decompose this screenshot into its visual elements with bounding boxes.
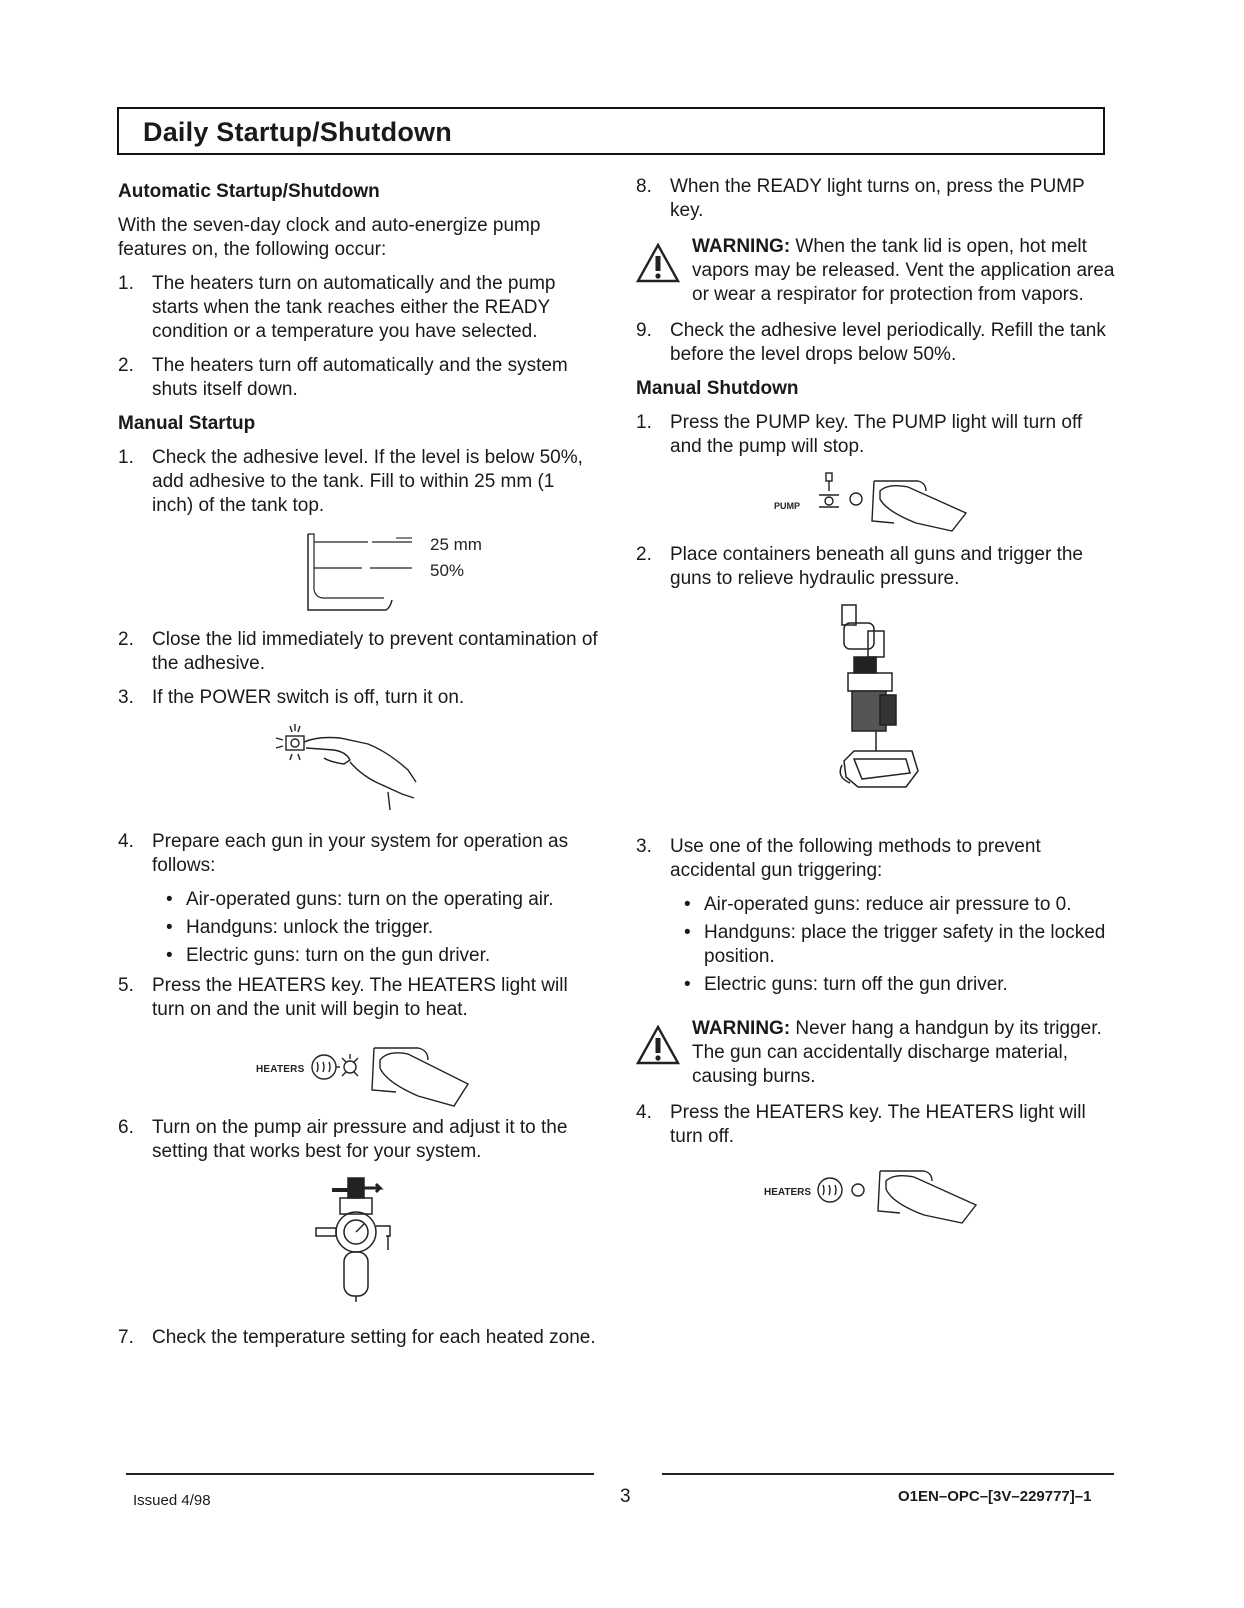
- item-number: 6.: [118, 1117, 134, 1138]
- item-number: 8.: [636, 176, 652, 197]
- item-text: Prepare each gun in your system for operation as follows:: [152, 831, 569, 876]
- warning-block: [636, 1017, 1116, 1089]
- item-text: When the READY light turns on, press the PUMP key.: [670, 176, 1085, 221]
- item-number: 3.: [636, 836, 652, 857]
- item-text: Turn on the pump air pressure and adjust it to the setting that works best for your system.: [152, 1117, 568, 1162]
- bullet-item: • Electric guns: turn off the gun driver.: [670, 973, 1116, 997]
- list-item: [118, 272, 598, 344]
- list-item: [118, 830, 598, 878]
- pump-label: PUMP: [774, 501, 801, 511]
- item-text: Press the PUMP key. The PUMP light will turn off and the pump will stop.: [670, 412, 1083, 457]
- list-item: [118, 1116, 598, 1164]
- item-text: If the POWER switch is off, turn it on.: [152, 687, 465, 708]
- heaters-key-off-illustration: [636, 1159, 1116, 1229]
- footer-rule-right: [662, 1473, 1114, 1475]
- item-number: 5.: [118, 975, 134, 996]
- item-number: 4.: [118, 831, 134, 852]
- warning-label: WARNING:: [692, 1018, 791, 1039]
- item-number: 2.: [636, 544, 652, 565]
- item-number: 1.: [636, 412, 652, 433]
- warning-triangle-icon: [636, 1025, 680, 1065]
- list-item: [118, 628, 598, 676]
- document-id: O1EN–OPC–[3V–229777]–1: [898, 1488, 1092, 1505]
- item-number: 7.: [118, 1327, 134, 1348]
- tank-label-50pct: 50%: [430, 561, 465, 580]
- bullet-item: • Air-operated guns: turn on the operating air.: [152, 888, 598, 912]
- item-number: 2.: [118, 355, 134, 376]
- list-item: [636, 411, 1116, 459]
- right-column: [636, 175, 1116, 1229]
- list-item: [636, 175, 1116, 223]
- item-text: Use one of the following methods to prevent accidental gun triggering:: [670, 836, 1041, 881]
- item-number: 9.: [636, 320, 652, 341]
- item-text: Press the HEATERS key. The HEATERS light will turn on and the unit will begin to heat.: [152, 975, 568, 1020]
- item-text: Place containers beneath all guns and trigger the guns to relieve hydraulic pressure.: [670, 544, 1083, 589]
- item-number: 3.: [118, 687, 134, 708]
- pump-key-illustration: [636, 469, 1116, 533]
- warning-text: Never hang a handgun by its trigger. The gun can accidentally discharge material, causing burns.: [692, 1018, 1102, 1087]
- heaters-label: HEATERS: [764, 1187, 812, 1198]
- auto-intro: With the seven-day clock and auto-energize pump features on, the following occur:: [118, 215, 541, 260]
- item-text: The heaters turn on automatically and the pump starts when the tank reaches either the READY condition or a temperature you have selected.: [152, 273, 556, 342]
- list-item: [118, 446, 598, 518]
- list-item: [118, 354, 598, 402]
- manual-startup-heading: Manual Startup: [118, 413, 256, 434]
- item-text: The heaters turn off automatically and the system shuts itself down.: [152, 355, 568, 400]
- item-text: Check the temperature setting for each heated zone.: [152, 1327, 596, 1348]
- list-item: [636, 835, 1116, 883]
- title-box: [117, 107, 1105, 155]
- item-text: Close the lid immediately to prevent contamination of the adhesive.: [152, 629, 598, 674]
- tank-label-25mm: 25 mm: [430, 535, 482, 554]
- item-number: 1.: [118, 447, 134, 468]
- bullet-item: • Air-operated guns: reduce air pressure to 0.: [670, 893, 1116, 917]
- item-number: 1.: [118, 273, 134, 294]
- bullet-item: • Handguns: unlock the trigger.: [152, 916, 598, 940]
- gun-container-illustration: [636, 601, 1116, 821]
- item-text: Press the HEATERS key. The HEATERS light will turn off.: [670, 1102, 1086, 1147]
- list-item: [118, 1326, 598, 1350]
- warning-block: [636, 235, 1116, 307]
- heaters-label: HEATERS: [256, 1064, 305, 1075]
- bullet-item: • Handguns: place the trigger safety in the locked position.: [670, 921, 1116, 969]
- page-title: Daily Startup/Shutdown: [143, 117, 452, 147]
- heaters-key-on-illustration: [118, 1032, 598, 1108]
- list-item: [118, 686, 598, 710]
- bullet-item: • Electric guns: turn on the gun driver.: [152, 944, 598, 968]
- power-switch-press-illustration: [118, 720, 598, 820]
- list-item: [636, 543, 1116, 591]
- list-item: [636, 319, 1116, 367]
- auto-heading: Automatic Startup/Shutdown: [118, 181, 380, 202]
- air-regulator-illustration: [118, 1174, 598, 1304]
- footer-rule-left: [126, 1473, 594, 1475]
- item-number: 2.: [118, 629, 134, 650]
- page-number: 3: [620, 1486, 631, 1507]
- item-text: Check the adhesive level. If the level is below 50%, add adhesive to the tank. Fill to within 25 mm (1 inch) of the tank top.: [152, 447, 583, 516]
- warning-label: WARNING:: [692, 236, 791, 257]
- list-item: [118, 974, 598, 1022]
- manual-shutdown-heading: Manual Shutdown: [636, 378, 799, 399]
- tank-level-figure: [118, 528, 598, 618]
- warning-text: When the tank lid is open, hot melt vapors may be released. Vent the application area or wear a respirator for protection from vapors.: [692, 236, 1115, 305]
- item-text: Check the adhesive level periodically. Refill the tank before the level drops below 50%.: [670, 320, 1106, 365]
- warning-triangle-icon: [636, 243, 680, 283]
- issued-date: Issued 4/98: [133, 1492, 211, 1509]
- item-number: 4.: [636, 1102, 652, 1123]
- list-item: [636, 1101, 1116, 1149]
- left-column: [118, 180, 598, 1360]
